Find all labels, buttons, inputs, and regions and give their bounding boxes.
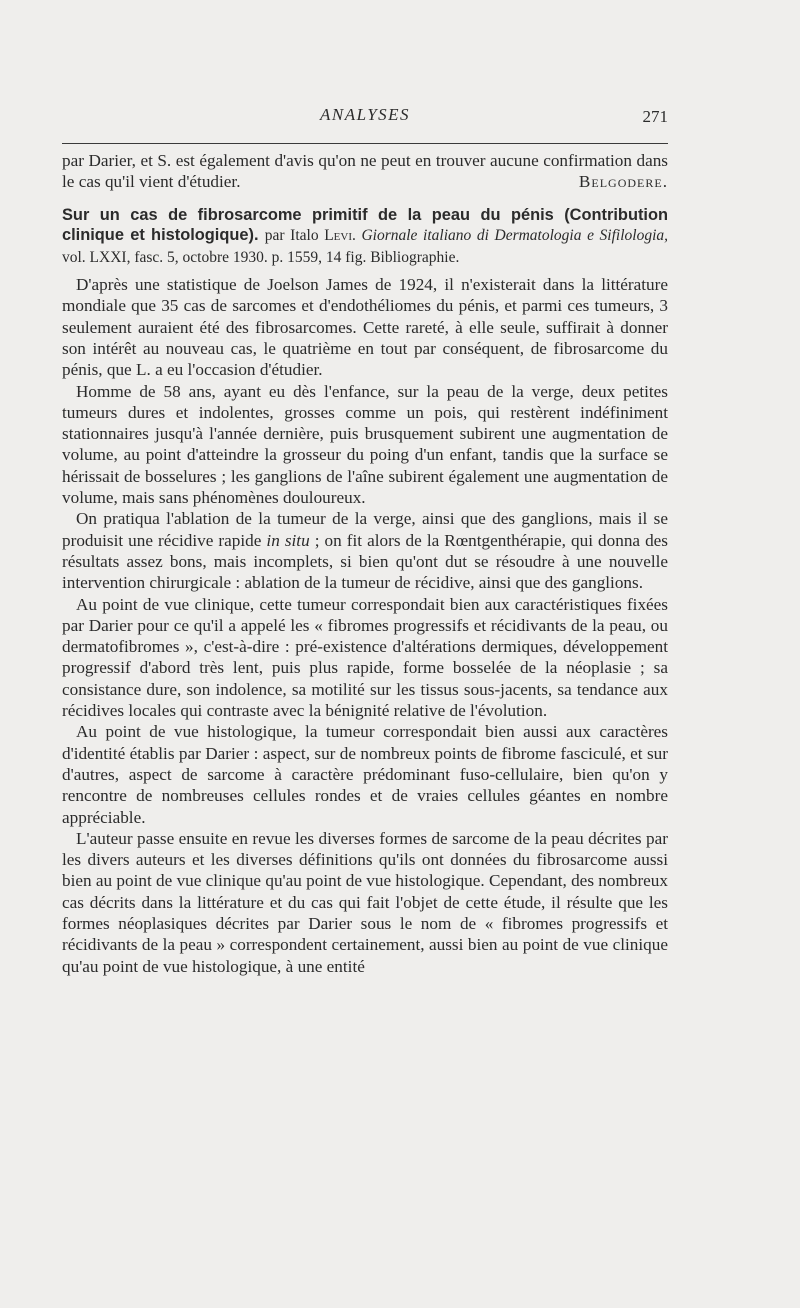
ref-author: Levi. bbox=[324, 227, 356, 245]
reviewer-signature: Belgodere. bbox=[578, 172, 668, 192]
article-heading bbox=[62, 205, 668, 269]
paragraph-case-history: Homme de 58 ans, ayant eu dès l'enfance, sur la peau de la verge, deux petites tumeurs dures et indolentes, grosses comme un pois, qui restèrent indéfiniment stationnaires jusqu'à l'année dernière, puis brusquement subirent une augmentation de volume, au point d'atteindre la grosseur du poing d'un enfant, tandis que la surface se hérissait de bosselures ; les ganglions de l'aîne subirent également une augmentation de volume, mais sans phénomènes douloureux. bbox=[62, 381, 668, 508]
treatment-text-a: On pratiqua l'ablation de la tumeur de la verge, ainsi que des ganglions, mais il se produisit une récidive rapide bbox=[62, 509, 668, 550]
article-title: Sur un cas de fibrosarcome primitif de la peau du pénis (Contribution clinique et histologique). bbox=[62, 205, 668, 245]
paragraph-clinical: Au point de vue clinique, cette tumeur correspondait bien aux caractéristiques fixées par Darier pour ce qu'il a appelé les « fibromes progressifs et récidivants de la peau, ou dermatofibromes », c'est-à-dire : pré-existence d'altérations dermiques, développement progressif d'abord très lent, puis plus rapide, forme bosselée de la néoplasie ; sa consistance dure, son indolence, sa motilité sur les tissus sous-jacents, sa tendance aux récidives locales qui contraste avec la bénignité relative de l'évolution. bbox=[62, 594, 668, 721]
treatment-italic: in situ bbox=[266, 530, 310, 550]
paragraph-treatment bbox=[62, 508, 668, 593]
page-number: 271 bbox=[642, 107, 668, 126]
continuation-paragraph bbox=[62, 150, 668, 193]
running-title: ANALYSES bbox=[319, 105, 411, 124]
paragraph-review: L'auteur passe ensuite en revue les diverses formes de sarcome de la peau décrites par les divers auteurs et les diverses définitions qu'ils ont données du fibrosarcome aussi bien au point de vue clinique qu'au point de vue histologique. Cependant, des nombreux cas décrits dans la littérature et du cas qui fait l'objet de cette étude, il résulte que les formes néoplasiques décrites par Darier sous le nom de « fibromes progressifs et récidivants de la peau » correspondent certainement, aussi bien au point de vue clinique qu'au point de vue histologique, à une entité bbox=[62, 828, 668, 976]
treatment-text-b: ; on fit alors de la Rœntgenthérapie, qui donna des résultats assez bons, mais incomplets, si bien qu'ont dut se résoudre à une nouvelle intervention chirurgicale : ablation de la tumeur de récidive, ainsi que des ganglions. bbox=[62, 530, 668, 593]
ref-prefix: par Italo bbox=[264, 227, 319, 245]
ref-details: vol. LXXI, fasc. 5, octobre 1930. p. 1559, 14 fig. Bibliographie. bbox=[62, 248, 460, 266]
body-text bbox=[62, 150, 668, 977]
running-head bbox=[62, 105, 668, 133]
paragraph-statistics: D'après une statistique de Joelson James de 1924, il n'existerait dans la littérature mondiale que 35 cas de sarcomes et d'endothéliomes du pénis, et parmi ces tumeurs, 3 seulement auraient été des fibrosarcomes. Cette rareté, à elle seule, suffirait à donner son intérêt au nouveau cas, le quatrième en tout par conséquent, de fibrosarcome du pénis, que L. a eu l'occasion d'étudier. bbox=[62, 275, 668, 380]
continuation-text: par Darier, et S. est également d'avis qu'on ne peut en trouver aucune confirmation dans le cas qu'il vient d'étudier. bbox=[62, 151, 668, 192]
header-rule bbox=[62, 143, 668, 144]
ref-journal: Giornale italiano di Dermatologia e Sifilologia, bbox=[361, 227, 669, 245]
paragraph-histological: Au point de vue histologique, la tumeur correspondait bien aussi aux caractères d'identité établis par Darier : aspect, sur de nombreux points de fibrome fasciculé, et sur d'autres, aspect de sarcome à caractère prédominant fuso-cellulaire, bien qu'on y rencontre de nombreuses cellules rondes et de vraies cellules géantes en nombre appréciable. bbox=[62, 722, 668, 827]
